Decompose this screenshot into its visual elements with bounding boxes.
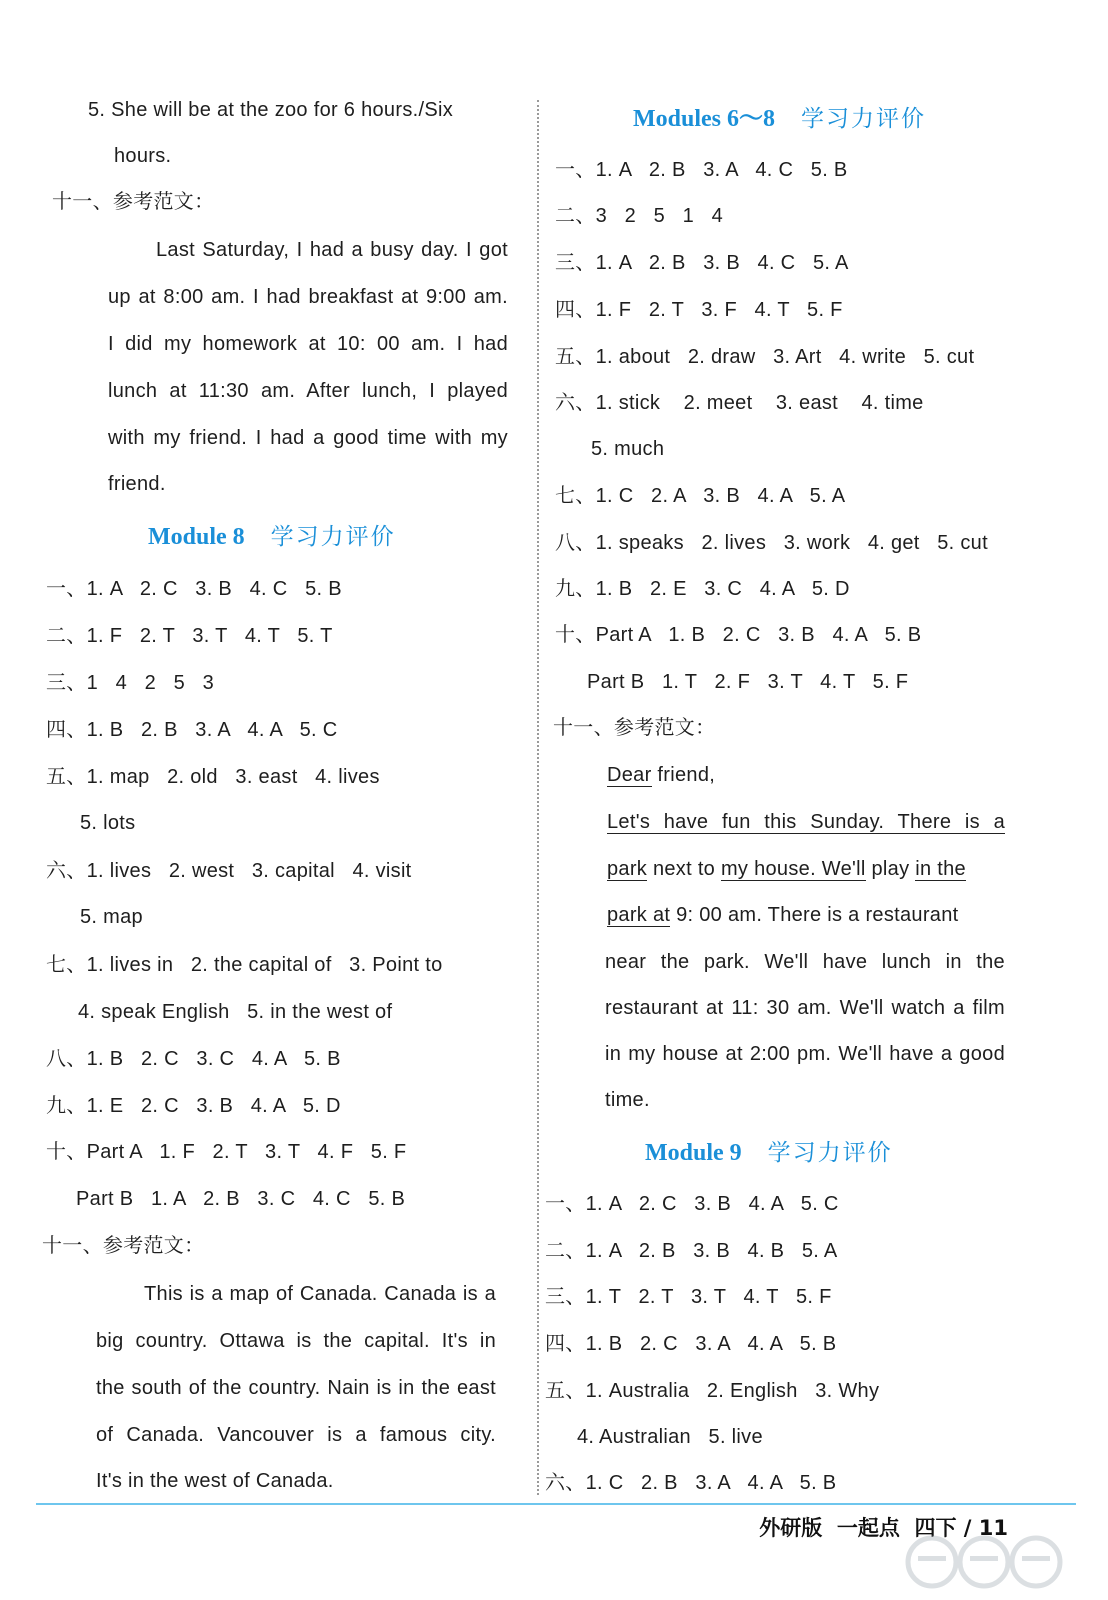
answer-row: 一、1. A 2. C 3. B 4. C 5. B <box>46 578 342 600</box>
essay-line: Last Saturday, I had a busy day. I got <box>156 239 508 261</box>
essay-line: with my friend. I had a good time with my <box>108 427 508 449</box>
answer-row: 九、1. E 2. C 3. B 4. A 5. D <box>46 1095 341 1117</box>
answer-line: hours. <box>114 145 172 167</box>
module-subtitle: 学习力评价 <box>767 1140 893 1166</box>
module-heading <box>148 522 396 551</box>
letter-greeting <box>607 763 715 787</box>
answer-row: 五、1. Australia 2. English 3. Why <box>545 1380 880 1402</box>
answer-row: 一、1. A 2. B 3. A 4. C 5. B <box>555 159 848 181</box>
answer-row: 5. lots <box>80 812 136 834</box>
essay-line: big country. Ottawa is the capital. It's in <box>96 1330 496 1352</box>
answer-row: 二、1. A 2. B 3. B 4. B 5. A <box>545 1240 838 1262</box>
essay-line: of Canada. Vancouver is a famous city. <box>96 1424 496 1446</box>
essay-line: This is a map of Canada. Canada is a <box>144 1283 496 1305</box>
answer-row: 5. much <box>591 438 665 460</box>
essay-label: 十一、参考范文： <box>42 1235 205 1257</box>
answer-row: 四、1. B 2. B 3. A 4. A 5. C <box>46 719 338 741</box>
watermark-logo-icon <box>900 1532 1100 1596</box>
answer-row: 三、1 4 2 5 3 <box>46 672 214 694</box>
letter-line: restaurant at 11: 30 am. We'll watch a film <box>605 997 1005 1019</box>
letter-text: friend, <box>651 764 716 786</box>
footer-rule <box>36 1503 1076 1505</box>
module-name: Module 9 <box>645 1140 742 1166</box>
answer-row: 4. Australian 5. live <box>577 1426 763 1448</box>
module-name: Modules 6～8 <box>633 106 776 132</box>
essay-line: I did my homework at 10: 00 am. I had <box>108 333 508 355</box>
essay-line: the south of the country. Nain is in the east <box>96 1377 496 1399</box>
module-subtitle: 学习力评价 <box>270 524 396 550</box>
answer-row: 三、1. A 2. B 3. B 4. C 5. A <box>555 252 849 274</box>
answer-row: 5. map <box>80 906 143 928</box>
letter-line: in my house at 2:00 pm. We'll have a good <box>605 1043 1005 1065</box>
answer-row: 一、1. A 2. C 3. B 4. A 5. C <box>545 1193 839 1215</box>
answer-row: 八、1. speaks 2. lives 3. work 4. get 5. cut <box>555 532 988 554</box>
answer-row: 六、1. stick 2. meet 3. east 4. time <box>555 392 924 414</box>
letter-text: 9: 00 am. There is a restaurant <box>670 904 959 926</box>
essay-label: 十一、参考范文： <box>52 191 215 213</box>
essay-line: up at 8:00 am. I had breakfast at 9:00 am. <box>108 286 508 308</box>
underlined-text: Dear <box>607 764 652 786</box>
answer-row: 五、1. map 2. old 3. east 4. lives <box>46 766 380 788</box>
underlined-text: park <box>607 858 648 880</box>
underlined-text: my house. We'll <box>720 858 866 880</box>
underlined-text: Let's have fun this Sunday. There is a <box>607 811 1005 833</box>
answer-row: 六、1. lives 2. west 3. capital 4. visit <box>46 860 412 882</box>
answer-row: 十、Part A 1. B 2. C 3. B 4. A 5. B <box>555 624 922 646</box>
essay-label: 十一、参考范文： <box>553 717 716 739</box>
answer-row: 七、1. C 2. A 3. B 4. A 5. A <box>555 485 846 507</box>
underlined-text: park at <box>607 904 671 926</box>
module-heading <box>633 104 926 133</box>
underlined-text: in the <box>915 858 966 880</box>
letter-line <box>607 810 1005 834</box>
answer-row: 二、3 2 5 1 4 <box>555 205 723 227</box>
answer-row: 九、1. B 2. E 3. C 4. A 5. D <box>555 578 850 600</box>
page-footer: 外研版 一起点 四下 / 11 <box>759 1516 1008 1540</box>
letter-line: time. <box>605 1089 650 1111</box>
letter-line <box>607 857 1005 881</box>
answer-row: 七、1. lives in 2. the capital of 3. Point to <box>46 954 443 976</box>
essay-line: friend. <box>108 473 166 495</box>
letter-text: play <box>865 858 916 880</box>
letter-line <box>607 903 1005 927</box>
answer-row: 五、1. about 2. draw 3. Art 4. write 5. cut <box>555 346 975 368</box>
answer-row: Part B 1. A 2. B 3. C 4. C 5. B <box>76 1188 406 1210</box>
module-heading <box>645 1138 893 1167</box>
answer-row: 六、1. C 2. B 3. A 4. A 5. B <box>545 1472 837 1494</box>
answer-row: 四、1. F 2. T 3. F 4. T 5. F <box>555 299 843 321</box>
answer-row: 十、Part A 1. F 2. T 3. T 4. F 5. F <box>46 1141 407 1163</box>
column-divider <box>537 100 539 1495</box>
letter-line: near the park. We'll have lunch in the <box>605 951 1005 973</box>
essay-line: lunch at 11:30 am. After lunch, I played <box>108 380 508 402</box>
answer-row: 四、1. B 2. C 3. A 4. A 5. B <box>545 1333 837 1355</box>
essay-line: It's in the west of Canada. <box>96 1470 334 1492</box>
answer-line: 5. She will be at the zoo for 6 hours./Six <box>88 99 454 121</box>
answer-row: 八、1. B 2. C 3. C 4. A 5. B <box>46 1048 341 1070</box>
letter-text: next to <box>647 858 721 880</box>
answer-row: 4. speak English 5. in the west of <box>78 1001 393 1023</box>
answer-row: 二、1. F 2. T 3. T 4. T 5. T <box>46 625 333 647</box>
answer-row: Part B 1. T 2. F 3. T 4. T 5. F <box>587 671 909 693</box>
module-subtitle: 学习力评价 <box>801 106 927 132</box>
answer-row: 三、1. T 2. T 3. T 4. T 5. F <box>545 1286 832 1308</box>
module-name: Module 8 <box>148 524 245 550</box>
